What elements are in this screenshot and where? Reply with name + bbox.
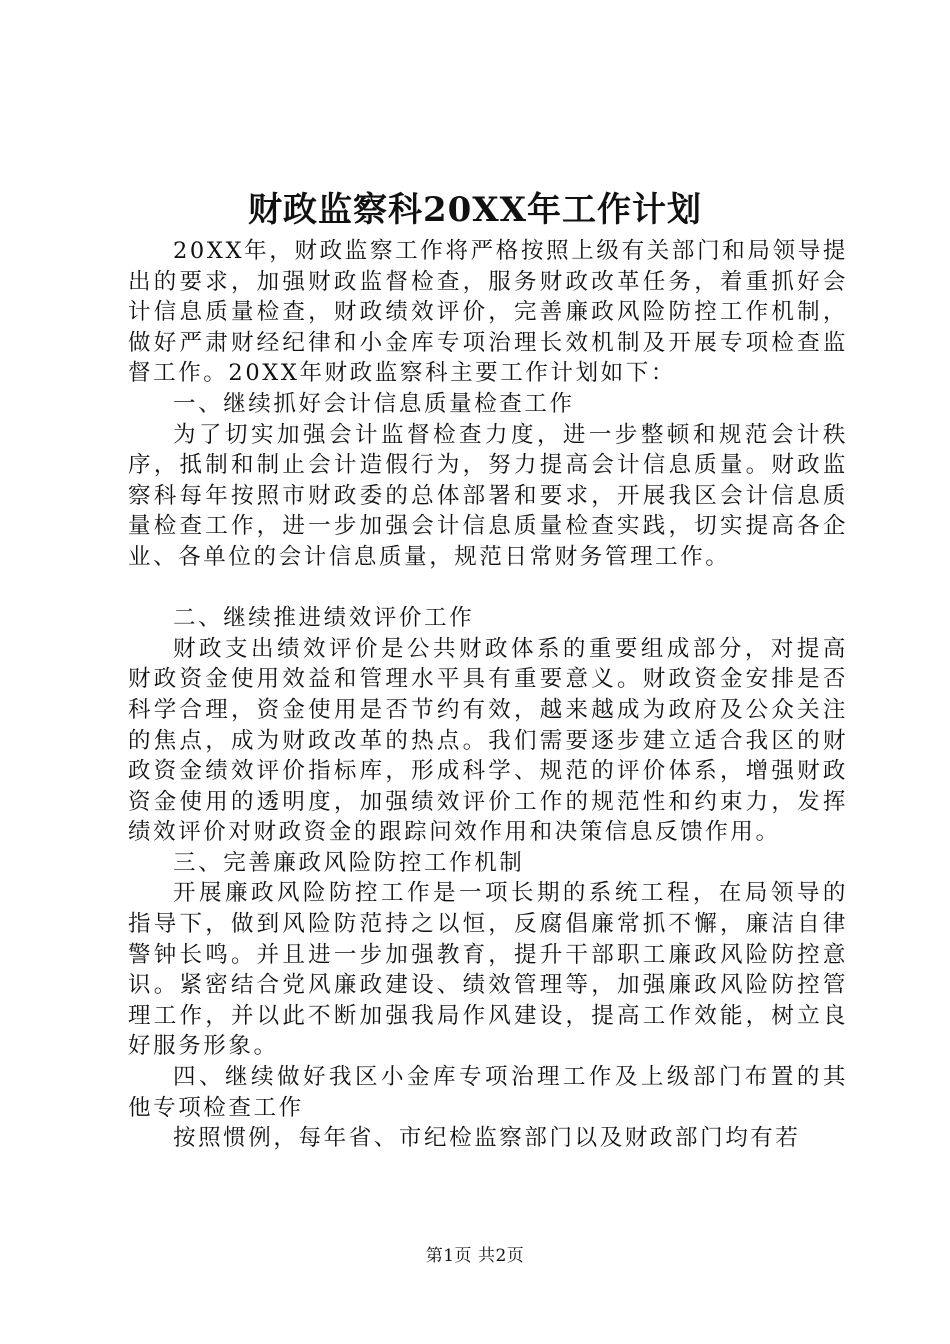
document-title: 财政监察科20XX年工作计划 <box>247 190 703 230</box>
section-paragraph-3: 开展廉政风险防控工作是一项长期的系统工程，在局领导的指导下，做到风险防范持之以恒，反腐倡廉常抓不懈，廉洁自律警钟长鸣。并且进一步加强教育，提升干部职工廉政风险防控意识。紧密结合党风廉政建设、绩效管理等，加强廉政风险防控管理工作，并以此不断加强我局作风建设，提高工作效能，树立良好服务形象。 <box>128 880 848 1060</box>
section-heading-3: 三、完善廉政风险防控工作机制 <box>173 849 525 876</box>
section-heading-4: 四、继续做好我区小金库专项治理工作及上级部门布置的其他专项检查工作 <box>128 1064 848 1121</box>
intro-paragraph: 20XX年，财政监察工作将严格按照上级有关部门和局领导提出的要求，加强财政监督检查，服务财政改革任务，着重抓好会计信息质量检查，财政绩效评价，完善廉政风险防控工作机制，做好严肃财经纪律和小金库专项治理长效机制及开展专项检查监督工作。20XX年财政监察科主要工作计划如下： <box>128 238 848 387</box>
page-number-footer: 第1页 共2页 <box>425 1246 525 1266</box>
section-paragraph-4: 按照惯例，每年省、市纪检监察部门以及财政部门均有若 <box>173 1125 801 1152</box>
section-heading-2: 二、继续推进绩效评价工作 <box>173 605 475 632</box>
section-paragraph-2: 财政支出绩效评价是公共财政体系的重要组成部分，对提高财政资金使用效益和管理水平具有重要意义。财政资金安排是否科学合理，资金使用是否节约有效，越来越成为政府及公众关注的焦点，成为财政改革的热点。我们需要逐步建立适合我区的财政资金绩效评价指标库，形成科学、规范的评价体系，增强财政资金使用的透明度，加强绩效评价工作的规范性和约束力，发挥绩效评价对财政资金的跟踪问效作用和决策信息反馈作用。 <box>128 635 848 846</box>
section-heading-1: 一、继续抓好会计信息质量检查工作 <box>173 390 575 417</box>
document-body <box>128 236 848 1154</box>
section-paragraph-1: 为了切实加强会计监督检查力度，进一步整顿和规范会计秩序，抵制和制止会计造假行为，努力提高会计信息质量。财政监察科每年按照市财政委的总体部署和要求，开展我区会计信息质量检查工作，进一步加强会计信息质量检查实践，切实提高各企业、各单位的会计信息质量，规范日常财务管理工作。 <box>128 421 848 570</box>
